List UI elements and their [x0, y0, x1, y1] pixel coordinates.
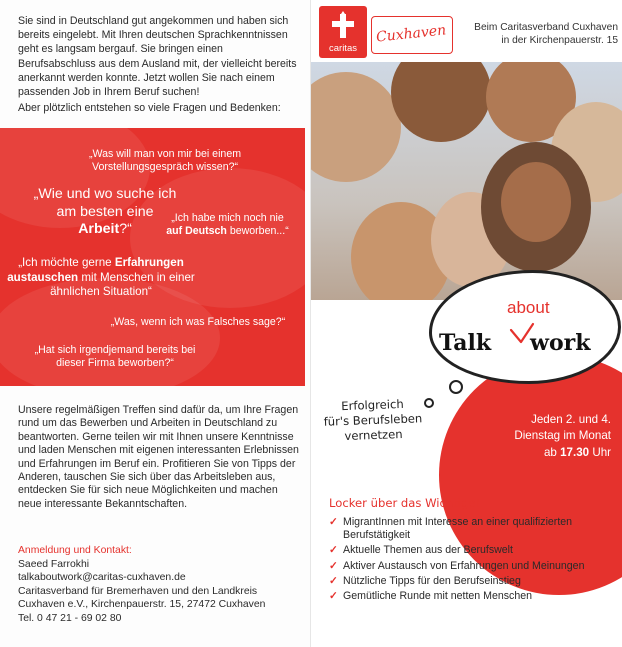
- question-text: ?“: [119, 221, 132, 237]
- contact-org-line-1: Caritasverband für Bremerhaven und den Landkreis: [18, 585, 258, 597]
- person-face: [391, 62, 491, 142]
- intro-paragraph-2: Aber plötzlich entstehen so viele Fragen und Bedenken:: [18, 102, 281, 115]
- list-item-text: Aktuelle Themen aus der Berufswelt: [343, 544, 513, 557]
- slogan-line-1: Erfolgreich: [341, 396, 404, 414]
- question-emphasis: Erfahrungen austauschen: [7, 256, 184, 284]
- contact-org-line-2: Cuxhaven e.V., Kirchenpauerstr. 15, 27472 Cuxhaven: [18, 599, 266, 611]
- benefits-list: [329, 516, 619, 605]
- schedule-line-3: [483, 445, 611, 461]
- logo-box: [319, 6, 367, 58]
- slogan-line-2: für's Berufsleben: [323, 411, 423, 429]
- right-panel: [311, 0, 622, 647]
- list-item-text: Nützliche Tipps für den Berufseinstieg: [343, 574, 521, 587]
- benefits-heading: Locker über das Wichtige!: [329, 496, 481, 510]
- question-text: „Wie und wo suche ich am besten eine: [33, 186, 177, 220]
- question-wrong-words: „Was, wenn ich was Falsches sage?“: [110, 316, 286, 328]
- contact-block: [18, 544, 303, 626]
- list-item: [329, 575, 619, 588]
- thought-bubble-dot: [449, 380, 463, 394]
- brand-work: work: [530, 330, 591, 356]
- brand-about: about: [507, 298, 550, 317]
- check-icon: ✓: [329, 574, 338, 587]
- logo-city-box: [371, 16, 453, 54]
- contact-email[interactable]: talkaboutwork@caritas-cuxhaven.de: [18, 572, 186, 584]
- slogan: [318, 396, 428, 445]
- check-icon: ✓: [329, 516, 338, 528]
- logo-caritas-text: caritas: [329, 43, 357, 54]
- logo-city-text: Cuxhaven: [375, 22, 447, 46]
- intro-text: [18, 14, 303, 115]
- question-company: „Hat sich irgendjemand bereits bei dieser Firma beworben?“: [34, 344, 196, 369]
- schedule-text: Uhr: [589, 445, 611, 459]
- check-icon: ✓: [329, 544, 338, 557]
- location-line-1: Beim Caritasverband Cuxhaven: [474, 22, 618, 33]
- schedule-line-2: Dienstag im Monat: [514, 429, 611, 443]
- schedule-text: ab: [543, 445, 561, 459]
- brand-talk: Talk: [439, 330, 492, 356]
- list-item: [329, 590, 619, 603]
- list-item: [329, 544, 619, 557]
- meeting-schedule: [483, 412, 611, 461]
- contact-name: Saeed Farrokhi: [18, 558, 90, 570]
- list-item-text: MigrantInnen mit Interesse an einer qualifizierten Berufstätigkeit: [343, 516, 573, 542]
- check-icon: ✓: [329, 559, 338, 572]
- contact-heading: Anmeldung und Kontakt:: [18, 545, 132, 556]
- question-exchange: [6, 256, 196, 300]
- flame-cross-icon: [329, 11, 357, 41]
- person-face: [311, 72, 401, 182]
- description-text: Unsere regelmäßigen Treffen sind dafür da, um Ihre Fragen rund um das Bewerben und Arbeiten in Deutschland zu beantworten. Gerne teilen wir mit Ihnen unsere Kenntnisse und laden Menschen mit eigenen interessanten Erlebnissen und Erfahrungen im Beruf ein. Profitieren Sie von Tipps der Anderen, tauschen Sie sich über das Arbeitsleben aus, entdecken Sie für sich neue Möglichkeiten und machen neue interessante Bekanntschaften.: [18, 404, 299, 510]
- list-item: [329, 516, 619, 542]
- question-text: beworben...“: [226, 225, 289, 237]
- list-item-text: Aktiver Austausch von Erfahrungen und Meinungen: [343, 559, 585, 572]
- contact-phone[interactable]: Tel. 0 47 21 - 69 02 80: [18, 612, 122, 624]
- question-emphasis: auf Deutsch: [166, 225, 227, 237]
- question-text: „Ich habe mich noch nie: [171, 212, 284, 224]
- location-text: [453, 22, 618, 48]
- question-job-search: [30, 186, 180, 239]
- caritas-logo: [319, 6, 454, 58]
- schedule-time: 17.30: [560, 445, 590, 459]
- group-photo: [311, 62, 622, 300]
- list-item: [329, 560, 619, 573]
- schedule-line-1: Jeden 2. und 4.: [531, 413, 611, 426]
- location-line-2: in der Kirchenpauerstr. 15: [501, 34, 618, 46]
- question-text: „Ich möchte gerne: [18, 256, 115, 269]
- question-emphasis: Arbeit: [78, 221, 120, 237]
- questions-panel: [0, 128, 305, 386]
- question-interview: „Was will man von mir bei einem Vorstellungsgespräch wissen?“: [88, 148, 242, 173]
- person-face: [501, 162, 571, 242]
- question-text: mit Menschen in einer ähnlichen Situation“: [50, 270, 195, 298]
- list-item-text: Gemütliche Runde mit netten Menschen: [343, 590, 533, 603]
- check-icon: ✓: [329, 590, 338, 603]
- intro-paragraph-1: Sie sind in Deutschland gut angekommen und haben sich bereits eingelebt. Mit Ihren deutschen Sprachkenntnissen geht es langsam bergauf. Sie bringen einen Berufsabschluss aus dem Ausland mit, der vielleicht bereits anerkannt werden konnte. Jetzt wollen Sie nach einem passenden Job in Ihrem Beruf suchen!: [18, 15, 297, 99]
- question-german-application: [165, 212, 290, 238]
- slogan-line-3: vernetzen: [344, 426, 403, 444]
